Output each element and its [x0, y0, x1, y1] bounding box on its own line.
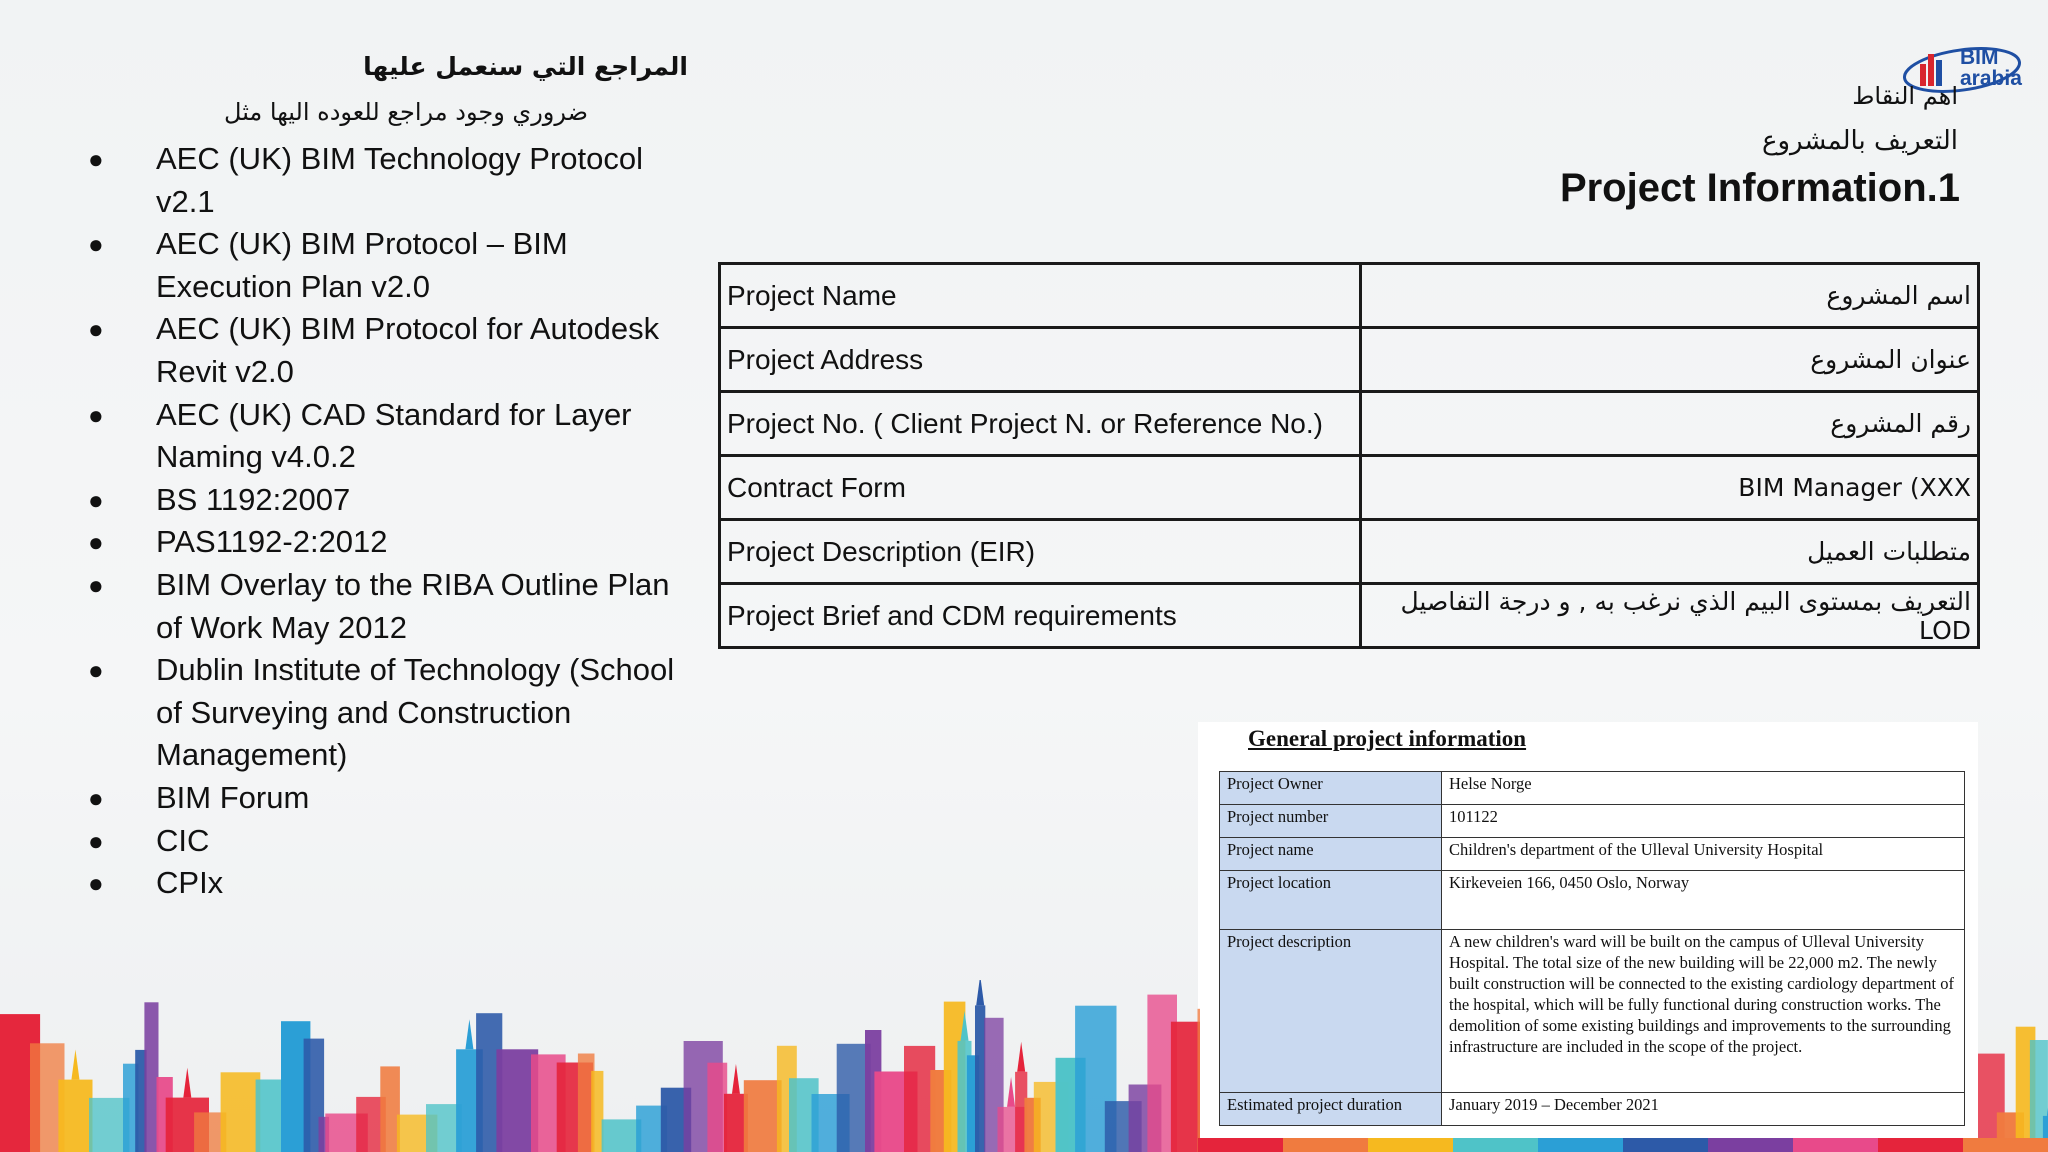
- list-item: [80, 479, 690, 522]
- list-item: [80, 649, 690, 777]
- table-row: [1220, 838, 1965, 871]
- table-cell-label: Contract Form: [720, 456, 1361, 520]
- project-intro-heading: التعريف بالمشروع: [1761, 126, 1958, 156]
- strip-segment: [1793, 1138, 1878, 1152]
- strip-segment: [1708, 1138, 1793, 1152]
- info-key: Project location: [1220, 871, 1442, 930]
- bullet-icon: ●: [88, 399, 104, 430]
- table-cell-arabic: BIM Manager (XXX: [1361, 456, 1979, 520]
- reference-text: AEC (UK) CAD Standard for Layer Naming v4.0.2: [156, 396, 632, 475]
- info-value: 101122: [1442, 805, 1965, 838]
- logo-line1: BIM: [1960, 46, 1999, 69]
- general-info-table: [1219, 771, 1965, 1126]
- table-row: [720, 520, 1979, 584]
- logo-line2: arabia: [1960, 67, 2022, 90]
- info-key: Project name: [1220, 838, 1442, 871]
- reference-text: AEC (UK) BIM Protocol for Autodesk Revit v2.0: [156, 311, 660, 389]
- project-info-table: [718, 262, 1980, 649]
- skyline-building: [1198, 1009, 1201, 1152]
- skyline-building: [602, 1119, 642, 1152]
- city-skyline-decoration: [0, 980, 1200, 1152]
- table-cell-arabic: التعريف بمستوى البيم الذي نرغب به , و درجة التفاصيل LOD: [1361, 584, 1979, 648]
- table-cell-label: Project Address: [720, 328, 1361, 392]
- reference-text: Dublin Institute of Technology (School of Surveying and Construction Management): [156, 652, 675, 773]
- table-row: [720, 264, 1979, 328]
- table-cell-arabic: اسم المشروع: [1361, 264, 1979, 328]
- bullet-icon: ●: [88, 484, 104, 515]
- table-row: [720, 328, 1979, 392]
- strip-segment: [1283, 1138, 1368, 1152]
- table-row: [1220, 930, 1965, 1093]
- table-cell-label: Project No. ( Client Project N. or Reference No.): [720, 392, 1361, 456]
- list-item: [80, 308, 690, 393]
- references-list: [80, 138, 690, 905]
- skyline-spire: [1017, 1042, 1025, 1072]
- table-cell-label: Project Name: [720, 264, 1361, 328]
- reference-text: BIM Forum: [156, 779, 310, 815]
- skyline-building: [591, 1071, 603, 1152]
- bullet-icon: ●: [88, 868, 104, 899]
- skyline-building: [221, 1072, 261, 1152]
- list-item: [80, 862, 690, 905]
- general-info-title: General project information: [1248, 726, 1527, 751]
- bullet-icon: ●: [88, 782, 104, 813]
- bullet-icon: ●: [88, 314, 104, 345]
- table-cell-arabic: عنوان المشروع: [1361, 328, 1979, 392]
- info-value: January 2019 – December 2021: [1442, 1093, 1965, 1126]
- info-key: Estimated project duration: [1220, 1093, 1442, 1126]
- strip-segment: [1538, 1138, 1623, 1152]
- list-item: [80, 223, 690, 308]
- table-cell-arabic: متطلبات العميل: [1361, 520, 1979, 584]
- table-cell-label: Project Description (EIR): [720, 520, 1361, 584]
- table-row: [1220, 871, 1965, 930]
- skyline-spire: [732, 1064, 740, 1094]
- table-row: [1220, 772, 1965, 805]
- list-item: [80, 777, 690, 820]
- info-key: Project Owner: [1220, 772, 1442, 805]
- list-item: [80, 138, 690, 223]
- strip-segment: [1368, 1138, 1453, 1152]
- info-key: Project number: [1220, 805, 1442, 838]
- skyline-spire: [1007, 1077, 1015, 1107]
- table-row: [720, 584, 1979, 648]
- page-title: Project Information.1: [1559, 166, 1960, 210]
- list-item: [80, 820, 690, 863]
- skyline-building: [975, 1005, 985, 1152]
- bullet-icon: ●: [88, 655, 104, 686]
- color-strip-decoration: [1198, 1138, 2048, 1152]
- info-value: A new children's ward will be built on the campus of Ulleval University Hospital. The total size of the new building will be 22,000 m2. The newly built construction will be connected to the existing cardiology department of the hospital, which will be fully functional during construction works. The demolition of some existing buildings and improvements to the surrounding infrastructure are included in the scope of the project.: [1442, 930, 1965, 1093]
- list-item: [80, 394, 690, 479]
- references-title: المراجع التي سنعمل عليها: [363, 52, 688, 81]
- skyline-building: [58, 1080, 92, 1152]
- reference-text: BIM Overlay to the RIBA Outline Plan of Work May 2012: [156, 566, 670, 645]
- strip-segment: [1453, 1138, 1538, 1152]
- reference-text: AEC (UK) BIM Technology Protocol v2.1: [156, 141, 644, 219]
- skyline-spire: [976, 980, 984, 1005]
- strip-segment: [1623, 1138, 1708, 1152]
- table-row: [720, 456, 1979, 520]
- city-skyline-decoration-right: [1978, 990, 2048, 1152]
- bullet-icon: ●: [88, 144, 104, 174]
- info-value: Helse Norge: [1442, 772, 1965, 805]
- table-cell-arabic: رقم المشروع: [1361, 392, 1979, 456]
- bullet-icon: ●: [88, 229, 104, 260]
- info-value: Children's department of the Ulleval University Hospital: [1442, 838, 1965, 871]
- skyline-spire: [71, 1050, 79, 1080]
- skyline-building: [1171, 1022, 1200, 1152]
- strip-segment: [1198, 1138, 1283, 1152]
- info-key: Project description: [1220, 930, 1442, 1093]
- table-row: [1220, 805, 1965, 838]
- general-info-card: [1198, 722, 1978, 1140]
- info-value: Kirkeveien 166, 0450 Oslo, Norway: [1442, 871, 1965, 930]
- reference-text: BS 1192:2007: [156, 481, 351, 517]
- list-item: [80, 564, 690, 649]
- list-item: [80, 521, 690, 564]
- skyline-spire: [183, 1068, 191, 1098]
- reference-text: AEC (UK) BIM Protocol – BIM Execution Plan v2.0: [156, 226, 568, 304]
- table-cell-label: Project Brief and CDM requirements: [720, 584, 1361, 648]
- strip-segment: [1963, 1138, 2048, 1152]
- table-row: [720, 392, 1979, 456]
- reference-text: CIC: [156, 822, 210, 858]
- bullet-icon: ●: [88, 569, 104, 600]
- skyline-building: [144, 1002, 158, 1152]
- reference-text: PAS1192-2:2012: [156, 524, 388, 560]
- bullet-icon: ●: [88, 527, 104, 558]
- strip-segment: [1878, 1138, 1963, 1152]
- reference-text: CPIx: [156, 865, 224, 901]
- references-subtitle: ضروري وجود مراجع للعوده اليها مثل: [224, 98, 588, 126]
- skyline-spire: [465, 1019, 473, 1049]
- key-points-heading: اهم النقاط: [1852, 82, 1958, 110]
- table-row: [1220, 1093, 1965, 1126]
- bullet-icon: ●: [88, 825, 104, 856]
- skyline-building: [744, 1080, 782, 1152]
